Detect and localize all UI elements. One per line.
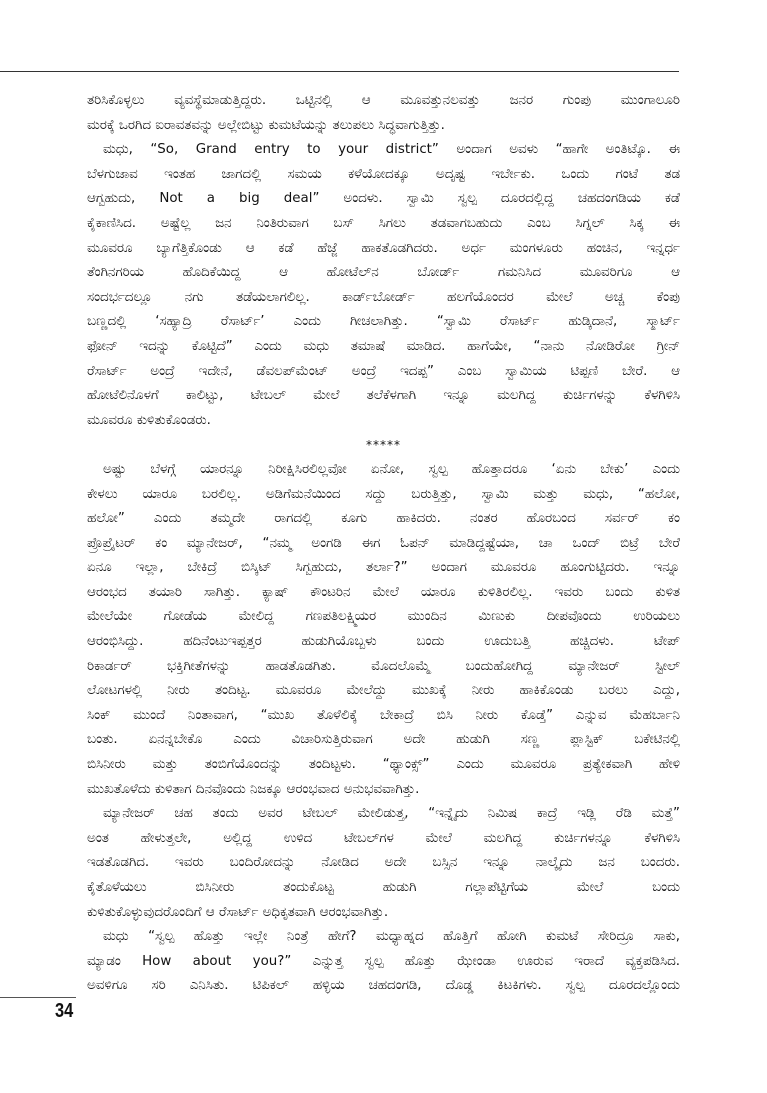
text-line: ಕೇಳಲು ಯಾರೂ ಬರಲಿಲ್ಲ. ಅಡಿಗೆಮನೆಯಿಂದ ಸದ್ದು ಬರುತ್ತಿತ್ತು, ಸ್ವಾಮಿ ಮತ್ತು ಮಧು, “ಹಲೋ, xyxy=(87,486,680,502)
text-line: ಆರಂಭಿಸಿದ್ದು. ಹದಿನೆಂಟುಇಪ್ಪತ್ತರ ಹುಡುಗಿಯೊಬ್ಬಳು ಬಂದು ಊದುಬತ್ತಿ ಹಚ್ಚಿದಳು. ಟೇಪ್ xyxy=(87,634,680,650)
text-line: ಬಿಸಿನೀರು ಮತ್ತು ತಂಬಿಗೆಯೊಂದನ್ನು ತಂದಿಟ್ಟಳು. “ಥ್ಯಾಂಕ್ಸ್” ಎಂದು ಮೂವರೂ ಪ್ರತ್ಯೇಕವಾಗಿ ಹೇಳಿ xyxy=(87,757,680,773)
text-line: ಮ್ಯಾಡಂ How about you?” ಎನ್ನುತ್ತ ಸ್ವಲ್ಪ ಹೊತ್ತು ಝೇಂಡಾ ಊರುವ ಇರಾದೆ ವ್ಯಕ್ತಪಡಿಸಿದ. xyxy=(87,953,680,969)
text-line: ಸಂದರ್ಭದಲ್ಲೂ ನಗು ತಡೆಯಲಾಗಲಿಲ್ಲ. ಕಾರ್ಡ್‌ಬೋರ್ಡ್ ಹಲಗೆಯೊಂದರ ಮೇಲೆ ಅಚ್ಚ ಕೆಂಪು xyxy=(87,289,680,305)
text-line: ಸಿಂಕ್ ಮುಂದೆ ನಿಂತಾವಾಗ, “ಮುಖ ತೊಳೆಲಿಕ್ಕೆ ಬೇಕಾದ್ರೆ ಬಿಸಿ ನೀರು ಕೊಡ್ತೆ” ಎನ್ನುವ ಮೆಹರ್ಬಾನಿ xyxy=(87,707,680,723)
text-line: ಮೂವರೂ ಬ್ಯಾಗೆತ್ತಿಕೊಂಡು ಆ ಕಡೆ ಹೆಜ್ಜೆ ಹಾಕತೊಡಗಿದರು. ಅರ್ಧ ಮಂಗಳೂರು ಹಂಚಿನ, ಇನ್ನರ್ಧ xyxy=(87,240,680,256)
text-line: ಅಷ್ಟು ಬೆಳಗ್ಗೆ ಯಾರನ್ನೂ ನಿರೀಕ್ಷಿಸಿರಲಿಲ್ಲವೋ ಏನೋ, ಸ್ವಲ್ಪ ಹೊತ್ತಾದರೂ ‘ಏನು ಬೇಕು’ ಎಂದು xyxy=(103,461,680,477)
page-number: 34 xyxy=(55,1000,74,1022)
text-line: ಮೂವರೂ ಕುಳಿತುಕೊಂಡರು. xyxy=(87,412,211,428)
text-line: ರಿಕಾರ್ಡರ್ ಭಕ್ತಿಗೀತೆಗಳನ್ನು ಹಾಡತೊಡಗಿತು. ಮೊದಲೊಮ್ಮೆ ಬಂದುಹೋಗಿದ್ದ ಮ್ಯಾನೇಜರ್ ಸ್ಟೀಲ್ xyxy=(87,658,680,674)
footer-rule xyxy=(0,997,76,998)
text-line: ಆರಂಭದ ತಯಾರಿ ಸಾಗಿತ್ತು. ಕ್ಯಾಷ್ ಕೌಂಟರಿನ ಮೇಲೆ ಯಾರೂ ಕುಳಿತಿರಲಿಲ್ಲ. ಇವರು ಬಂದು ಕುಳಿತ xyxy=(87,584,680,600)
text-line: ಹಲೋ” ಎಂದು ತಮ್ಮದೇ ರಾಗದಲ್ಲಿ ಕೂಗು ಹಾಕಿದರು. ನಂತರ ಹೊರಬಂದ ಸರ್ವರ್ ಕಂ xyxy=(87,511,680,527)
text-line: ಮುಖತೊಳೆದು ಕುಳಿತಾಗ ದಿನವೊಂದು ನಿಜಕ್ಕೂ ಆರಂಭವಾದ ಅನುಭವವಾಗಿತ್ತು. xyxy=(87,781,420,797)
body-text xyxy=(87,89,680,999)
text-line: ಬಂತು. ಏನನ್ನಬೇಕೊ ಎಂದು ವಿಚಾರಿಸುತ್ತಿರುವಾಗ ಅದೇ ಹುಡುಗಿ ಸಣ್ಣ ಪ್ಲಾಸ್ಟಿಕ್ ಬಕೇಟಿನಲ್ಲಿ xyxy=(87,732,680,748)
text-line: ತೆಂಗಿನಗರಿಯ ಹೊದಿಕೆಯಿದ್ದ ಆ ಹೋಟೆಲ್‌ನ ಬೋರ್ಡ್ ಗಮನಿಸಿದ ಮೂವರಿಗೂ ಆ xyxy=(87,265,680,281)
text-line: ಕೈಕಾಣಿಸಿದ. ಅಷ್ಟೆಲ್ಲ ಜನ ನಿಂತಿರುವಾಗ ಬಸ್ ಸಿಗಲು ತಡವಾಗಬಹುದು ಎಂಬ ಸಿಗ್ನಲ್ ಸಿಕ್ಕ ಈ xyxy=(87,215,680,231)
text-line: ತರಿಸಿಕೊಳ್ಳಲು ವ್ಯವಸ್ಥೆಮಾಡುತ್ತಿದ್ದರು. ಒಟ್ಟಿನಲ್ಲಿ ಆ ಮೂವತ್ತುನಲವತ್ತು ಜನರ ಗುಂಪು ಮುಂಗಾಲೂರಿ xyxy=(87,93,680,108)
header-rule xyxy=(0,71,679,72)
text-line: ಆಗ್ಬಹುದು, Not a big deal” ಅಂದಳು. ಸ್ವಾಮಿ ಸ್ವಲ್ಪ ದೂರದಲ್ಲಿದ್ದ ಚಹದಂಗಡಿಯ ಕಡೆ xyxy=(87,191,680,207)
text-line: ಮರಕ್ಕೆ ಒರಗಿದ ಐರಾವತವನ್ನು ಅಲ್ಲೇಬಿಟ್ಟು ಕುಮಟೆಯನ್ನು ತಲುಪಲು ಸಿದ್ಧವಾಗುತ್ತಿತ್ತು. xyxy=(87,117,445,133)
text-line: ಮೇಲೆಯೇ ಗೋಡೆಯ ಮೇಲಿದ್ದ ಗಣಪತಿಲಕ್ಷ್ಮಿಯರ ಮುಂದಿನ ಮಿಣುಕು ದೀಪವೊಂದು ಉರಿಯಲು xyxy=(87,609,680,625)
text-line: ಕೈತೊಳೆಯಲು ಬಿಸಿನೀರು ತಂದುಕೊಟ್ಟ ಹುಡುಗಿ ಗಲ್ಲಾಪೆಟ್ಟಿಗೆಯ ಮೇಲೆ ಬಂದು xyxy=(87,880,680,895)
text-line: ಕುಳಿತುಕೊಳ್ಳುವುದರೊಂದಿಗೆ ಆ ರೆಸಾರ್ಟ್ ಅಧಿಕೃತವಾಗಿ ಆರಂಭವಾಗಿತ್ತು. xyxy=(87,904,389,920)
text-line: ಹೋಟೆಲಿನೊಳಗೆ ಕಾಲಿಟ್ಟು, ಟೇಬಲ್ ಮೇಲೆ ತಲೆಕೆಳಗಾಗಿ ಇನ್ನೂ ಮಲಗಿದ್ದ ಕುರ್ಚಿಗಳನ್ನು ಕೆಳಗಿಳಿಸಿ xyxy=(87,388,680,404)
text-line: ಇಡತೊಡಗಿದ. ಇವರು ಬಂದಿರೋದನ್ನು ನೋಡಿದ ಅದೇ ಬಸ್ಸಿನ ಇನ್ನೂ ನಾಲ್ಕೈದು ಜನ ಬಂದರು. xyxy=(87,855,680,871)
text-line: ಏನೂ ಇಲ್ಲಾ, ಬೇಕಿದ್ರೆ ಬಿಸ್ಕಿಟ್ ಸಿಗ್ಬಹುದು, ತರ್ಲಾ?” ಅಂದಾಗ ಮೂವರೂ ಹೂಂಗುಟ್ಟಿದರು. ಇನ್ನೂ xyxy=(87,560,680,576)
text-line: ಅವಳಿಗೂ ಸರಿ ಎನಿಸಿತು. ಟಿಪಿಕಲ್ ಹಳ್ಳಿಯ ಚಹದಂಗಡಿ, ದೊಡ್ಡ ಕಿಟಕಿಗಳು. ಸ್ವಲ್ಪ ದೂರದಲ್ಲೊಂದು xyxy=(87,978,680,994)
text-line: ಬಣ್ಣದಲ್ಲಿ ‘ಸಹ್ಯಾದ್ರಿ ರೆಸಾರ್ಟ್’ ಎಂದು ಗೀಚಲಾಗಿತ್ತು. “ಸ್ವಾಮಿ ರೆಸಾರ್ಟ್ ಹುಡ್ಕಿದಾನೆ, ಸ್ಮಾರ್ಟ್ xyxy=(87,314,680,330)
section-break: ***** xyxy=(366,438,401,453)
text-line: ಮಧು, “So, Grand entry to your district” ಅಂದಾಗ ಅವಳು “ಹಾಗೇ ಅಂತಿಟ್ಕೊ. ಈ xyxy=(103,142,680,158)
text-line: ಅಂತ ಹೇಳುತ್ತಲೇ, ಅಲ್ಲಿದ್ದ ಉಳಿದ ಟೇಬಲ್‌ಗಳ ಮೇಲೆ ಮಲಗಿದ್ದ ಕುರ್ಚಿಗಳನ್ನೂ ಕೆಳಗಿಳಿಸಿ xyxy=(87,830,680,846)
text-line: ಬೆಳಗುಜಾವ ಇಂತಹ ಜಾಗದಲ್ಲಿ ಸಮಯ ಕಳೆಯೋದಕ್ಕೂ ಅದೃಷ್ಟ ಇರ್ಬೇಕು. ಒಂದು ಗಂಟೆ ತಡ xyxy=(87,166,680,182)
text-line: ಫೋನ್ ಇದನ್ನು ಕೊಟ್ಟಿದೆ” ಎಂದು ಮಧು ತಮಾಷೆ ಮಾಡಿದ. ಹಾಗೆಯೇ, “ನಾನು ನೋಡಿರೋ ಗ್ರೀನ್ xyxy=(87,338,680,354)
text-line: ಪ್ರೊಪ್ರೈಟರ್ ಕಂ ಮ್ಯಾನೇಜರ್, “ನಮ್ಮ ಅಂಗಡಿ ಈಗ ಓಪನ್ ಮಾಡಿದ್ದಷ್ಟೆಯಾ, ಚಾ ಒಂದ್ ಬಿಟ್ರೆ ಬೇರೆ xyxy=(87,535,680,551)
text-line: ಮ್ಯಾನೇಜರ್ ಚಹ ತಂದು ಅವರ ಟೇಬಲ್ ಮೇಲಿಡುತ್ತ, “ಇನ್ನೈದು ನಿಮಿಷ ಕಾದ್ರೆ ಇಡ್ಲಿ ರೆಡಿ ಮತ್ತೆ” xyxy=(103,806,680,822)
text-line: ಮಧು “ಸ್ವಲ್ಪ ಹೊತ್ತು ಇಲ್ಲೇ ನಿಂತ್ರೆ ಹೇಗೆ? ಮಧ್ಯಾಹ್ನದ ಹೊತ್ತಿಗೆ ಹೋಗಿ ಕುಮಟೆ ಸೇರಿದ್ರೂ ಸಾಕು, xyxy=(103,929,680,945)
text-line: ರೆಸಾರ್ಟ್ ಅಂದ್ರೆ ಇದೇನೆ, ಡೆವಲಪ್‌ಮೆಂಟ್ ಅಂದ್ರೆ ಇದಪ್ಪ” ಎಂಬ ಸ್ವಾಮಿಯ ಟಿಪ್ಪಣಿ ಬೇರೆ. ಆ xyxy=(87,363,680,379)
text-line: ಲೋಟಗಳಲ್ಲಿ ನೀರು ತಂದಿಟ್ಟ. ಮೂವರೂ ಮೇಲೆದ್ದು ಮುಖಕ್ಕೆ ನೀರು ಹಾಕಿಕೊಂಡು ಬರಲು ಎದ್ದು, xyxy=(87,683,680,699)
